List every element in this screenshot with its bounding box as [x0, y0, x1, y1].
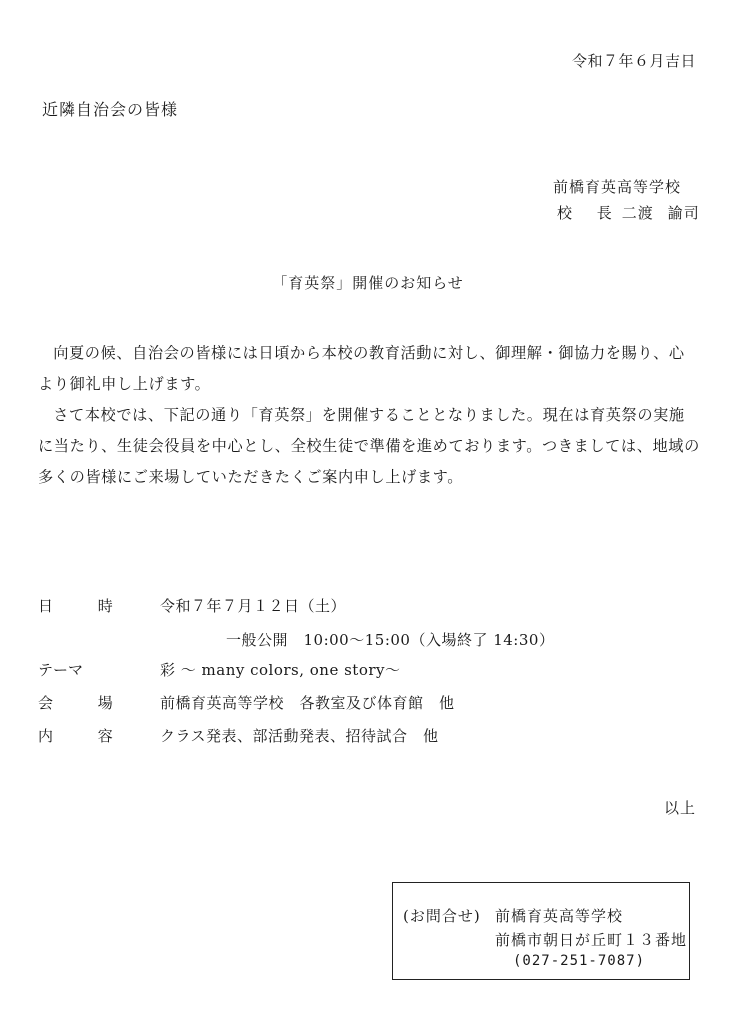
- addressee: 近隣自治会の皆様: [42, 100, 179, 119]
- contact-box: [392, 882, 690, 980]
- detail-row-theme: [38, 660, 698, 693]
- event-details: [38, 596, 698, 759]
- sender-principal: [553, 202, 700, 223]
- principal-role: 校 長: [557, 204, 622, 222]
- theme-label: テーマ: [38, 661, 84, 679]
- body-paragraph-greeting: 向夏の候、自治会の皆様には日頃から本校の教育活動に対し、御理解・御協力を賜り、心より御礼申し上げます。: [38, 344, 685, 393]
- contact-address: 前橋市朝日が丘町１３番地: [495, 931, 688, 949]
- venue-label: 会 場: [38, 694, 133, 712]
- theme-value: 彩 ～ many colors, one story～: [160, 661, 401, 679]
- detail-row-date: [38, 596, 698, 629]
- body-paragraph-announcement: さて本校では、下記の通り「育英祭」を開催することとなりました。現在は育英祭の実施に当たり、生徒会役員を中心とし、全校生徒で準備を進めております。つきましては、地域の多くの皆様にご来場していただきたくご案内申し上げます。: [38, 406, 700, 486]
- closing-mark: 以上: [663, 799, 696, 817]
- detail-row-public-open: [38, 629, 698, 660]
- sender-school: 前橋育英高等学校: [553, 178, 682, 196]
- detail-row-venue: [38, 693, 698, 726]
- letter-body: [38, 338, 700, 493]
- contact-phone: (027-251-7087): [513, 953, 646, 969]
- principal-family-name: 二渡: [621, 204, 654, 222]
- public-open-value: 一般公開 10:00～15:00（入場終了 14:30）: [226, 631, 555, 649]
- principal-given-name: 諭司: [667, 204, 700, 222]
- date-value: 令和７年７月１２日（土）: [160, 597, 347, 615]
- content-label: 内 容: [38, 727, 133, 745]
- contact-label: (お問合せ): [403, 907, 481, 925]
- date-label: 日 時: [38, 597, 133, 615]
- venue-value: 前橋育英高等学校 各教室及び体育館 他: [160, 694, 455, 712]
- detail-row-content: [38, 726, 698, 759]
- content-value: クラス発表、部活動発表、招待試合 他: [160, 727, 439, 745]
- contact-school: 前橋育英高等学校: [495, 907, 624, 925]
- notice-title: 「育英祭」開催のお知らせ: [272, 274, 464, 292]
- letter-date: 令和７年６月吉日: [571, 52, 696, 70]
